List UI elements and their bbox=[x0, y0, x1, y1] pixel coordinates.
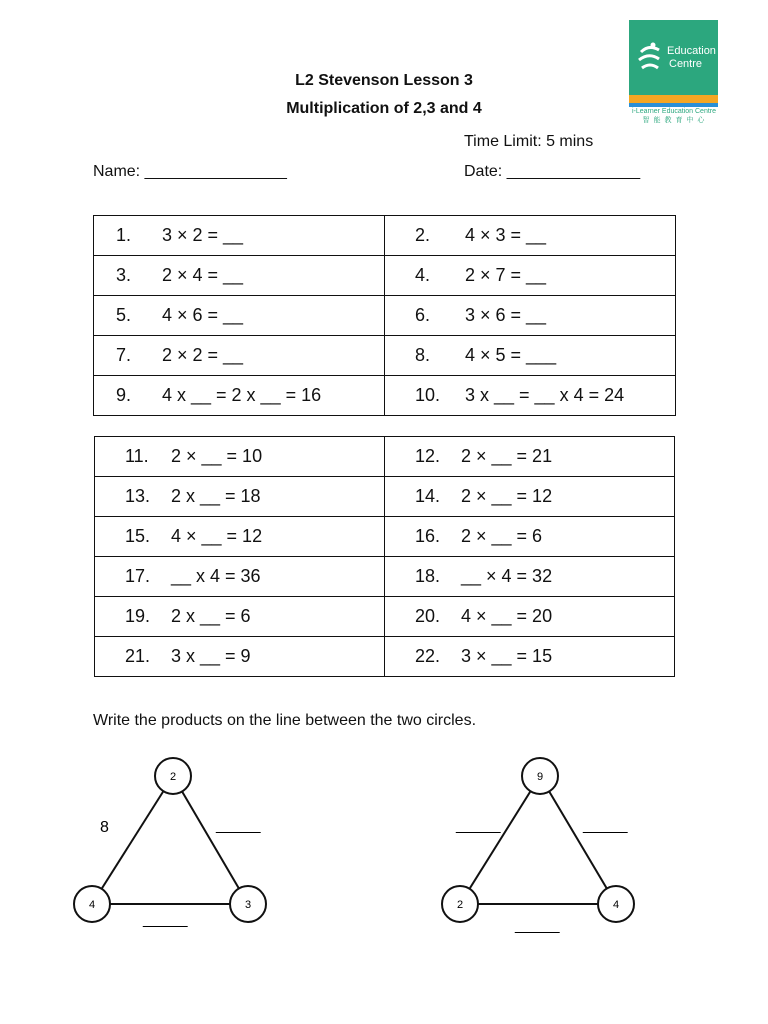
question-expression: 4 × __ = 20 bbox=[461, 606, 553, 626]
question-number: 10. bbox=[415, 385, 441, 405]
question-expression: 4 x __ = 2 x __ = 16 bbox=[162, 385, 322, 405]
question-number: 4. bbox=[415, 265, 431, 285]
question-expression: 3 × 6 = __ bbox=[465, 305, 547, 325]
question-expression: 3 x __ = 9 bbox=[171, 646, 251, 666]
worksheet-title: L2 Stevenson Lesson 3 bbox=[295, 72, 473, 89]
question-number: 3. bbox=[116, 265, 132, 285]
left-side-answer: 8 bbox=[100, 819, 109, 836]
question-number: 7. bbox=[116, 345, 132, 365]
question-number: 22. bbox=[415, 646, 441, 666]
question-expression: __ x 4 = 36 bbox=[171, 566, 261, 586]
question-expression: 2 × __ = 12 bbox=[461, 486, 553, 506]
bottom-side-answer[interactable]: _____ bbox=[515, 917, 560, 934]
question-expression: 2 × __ = 6 bbox=[461, 526, 543, 546]
question-expression: 3 × __ = 15 bbox=[461, 646, 553, 666]
bottom-side-answer[interactable]: _____ bbox=[143, 911, 188, 928]
circle-right-value: 4 bbox=[612, 899, 620, 911]
circle-right-value: 3 bbox=[244, 899, 252, 911]
worksheet-subtitle: Multiplication of 2,3 and 4 bbox=[286, 100, 482, 117]
name-field[interactable]: Name: ________________ bbox=[93, 163, 287, 180]
question-number: 21. bbox=[125, 646, 151, 666]
question-expression: 2 × 7 = __ bbox=[465, 265, 547, 285]
question-expression: 4 × 6 = __ bbox=[162, 305, 244, 325]
question-number: 12. bbox=[415, 446, 441, 466]
question-number: 9. bbox=[116, 385, 132, 405]
logo-text-line2: Centre bbox=[669, 58, 703, 70]
question-number: 11. bbox=[125, 446, 149, 466]
question-expression: 2 x __ = 18 bbox=[171, 486, 261, 506]
question-expression: 3 x __ = __ x 4 = 24 bbox=[465, 385, 625, 405]
question-expression: 4 × 5 = ___ bbox=[465, 345, 557, 365]
question-expression: __ × 4 = 32 bbox=[461, 566, 553, 586]
question-number: 19. bbox=[125, 606, 151, 626]
question-expression: 4 × 3 = __ bbox=[465, 225, 547, 245]
right-side-answer[interactable]: _____ bbox=[216, 817, 261, 834]
question-number: 5. bbox=[116, 305, 132, 325]
logo-subtitle-en: i-Learner Education Centre bbox=[631, 108, 717, 115]
circle-left-value: 4 bbox=[88, 899, 96, 911]
question-number: 17. bbox=[125, 566, 151, 586]
question-number: 20. bbox=[415, 606, 441, 626]
time-limit: Time Limit: 5 mins bbox=[464, 133, 594, 150]
question-number: 2. bbox=[415, 225, 431, 245]
triangle-2 bbox=[442, 758, 634, 934]
question-number: 6. bbox=[415, 305, 431, 325]
question-number: 16. bbox=[415, 526, 441, 546]
right-side-answer[interactable]: _____ bbox=[583, 817, 628, 834]
question-expression: 2 × __ = 21 bbox=[461, 446, 553, 466]
question-number: 15. bbox=[125, 526, 151, 546]
instruction-text: Write the products on the line between the two circles. bbox=[93, 712, 477, 729]
question-expression: 2 × 2 = __ bbox=[162, 345, 244, 365]
question-number: 8. bbox=[415, 345, 431, 365]
question-expression: 4 × __ = 12 bbox=[171, 526, 263, 546]
question-number: 14. bbox=[415, 486, 441, 506]
question-number: 13. bbox=[125, 486, 151, 506]
question-expression: 2 × 4 = __ bbox=[162, 265, 244, 285]
question-expression: 3 × 2 = __ bbox=[162, 225, 244, 245]
date-field[interactable]: Date: _______________ bbox=[464, 163, 641, 180]
circle-top-value: 9 bbox=[536, 771, 544, 783]
circle-left-value: 2 bbox=[456, 899, 464, 911]
triangle-1 bbox=[74, 758, 266, 928]
left-side-answer[interactable]: _____ bbox=[456, 817, 501, 834]
question-number: 1. bbox=[116, 225, 132, 245]
question-number: 18. bbox=[415, 566, 441, 586]
circle-top-value: 2 bbox=[169, 771, 177, 783]
logo-subtitle-cn: 智 能 教 育 中 心 bbox=[642, 117, 706, 124]
question-expression: 2 x __ = 6 bbox=[171, 606, 251, 626]
logo-text-line1: Education bbox=[667, 45, 716, 57]
question-expression: 2 × __ = 10 bbox=[171, 446, 263, 466]
